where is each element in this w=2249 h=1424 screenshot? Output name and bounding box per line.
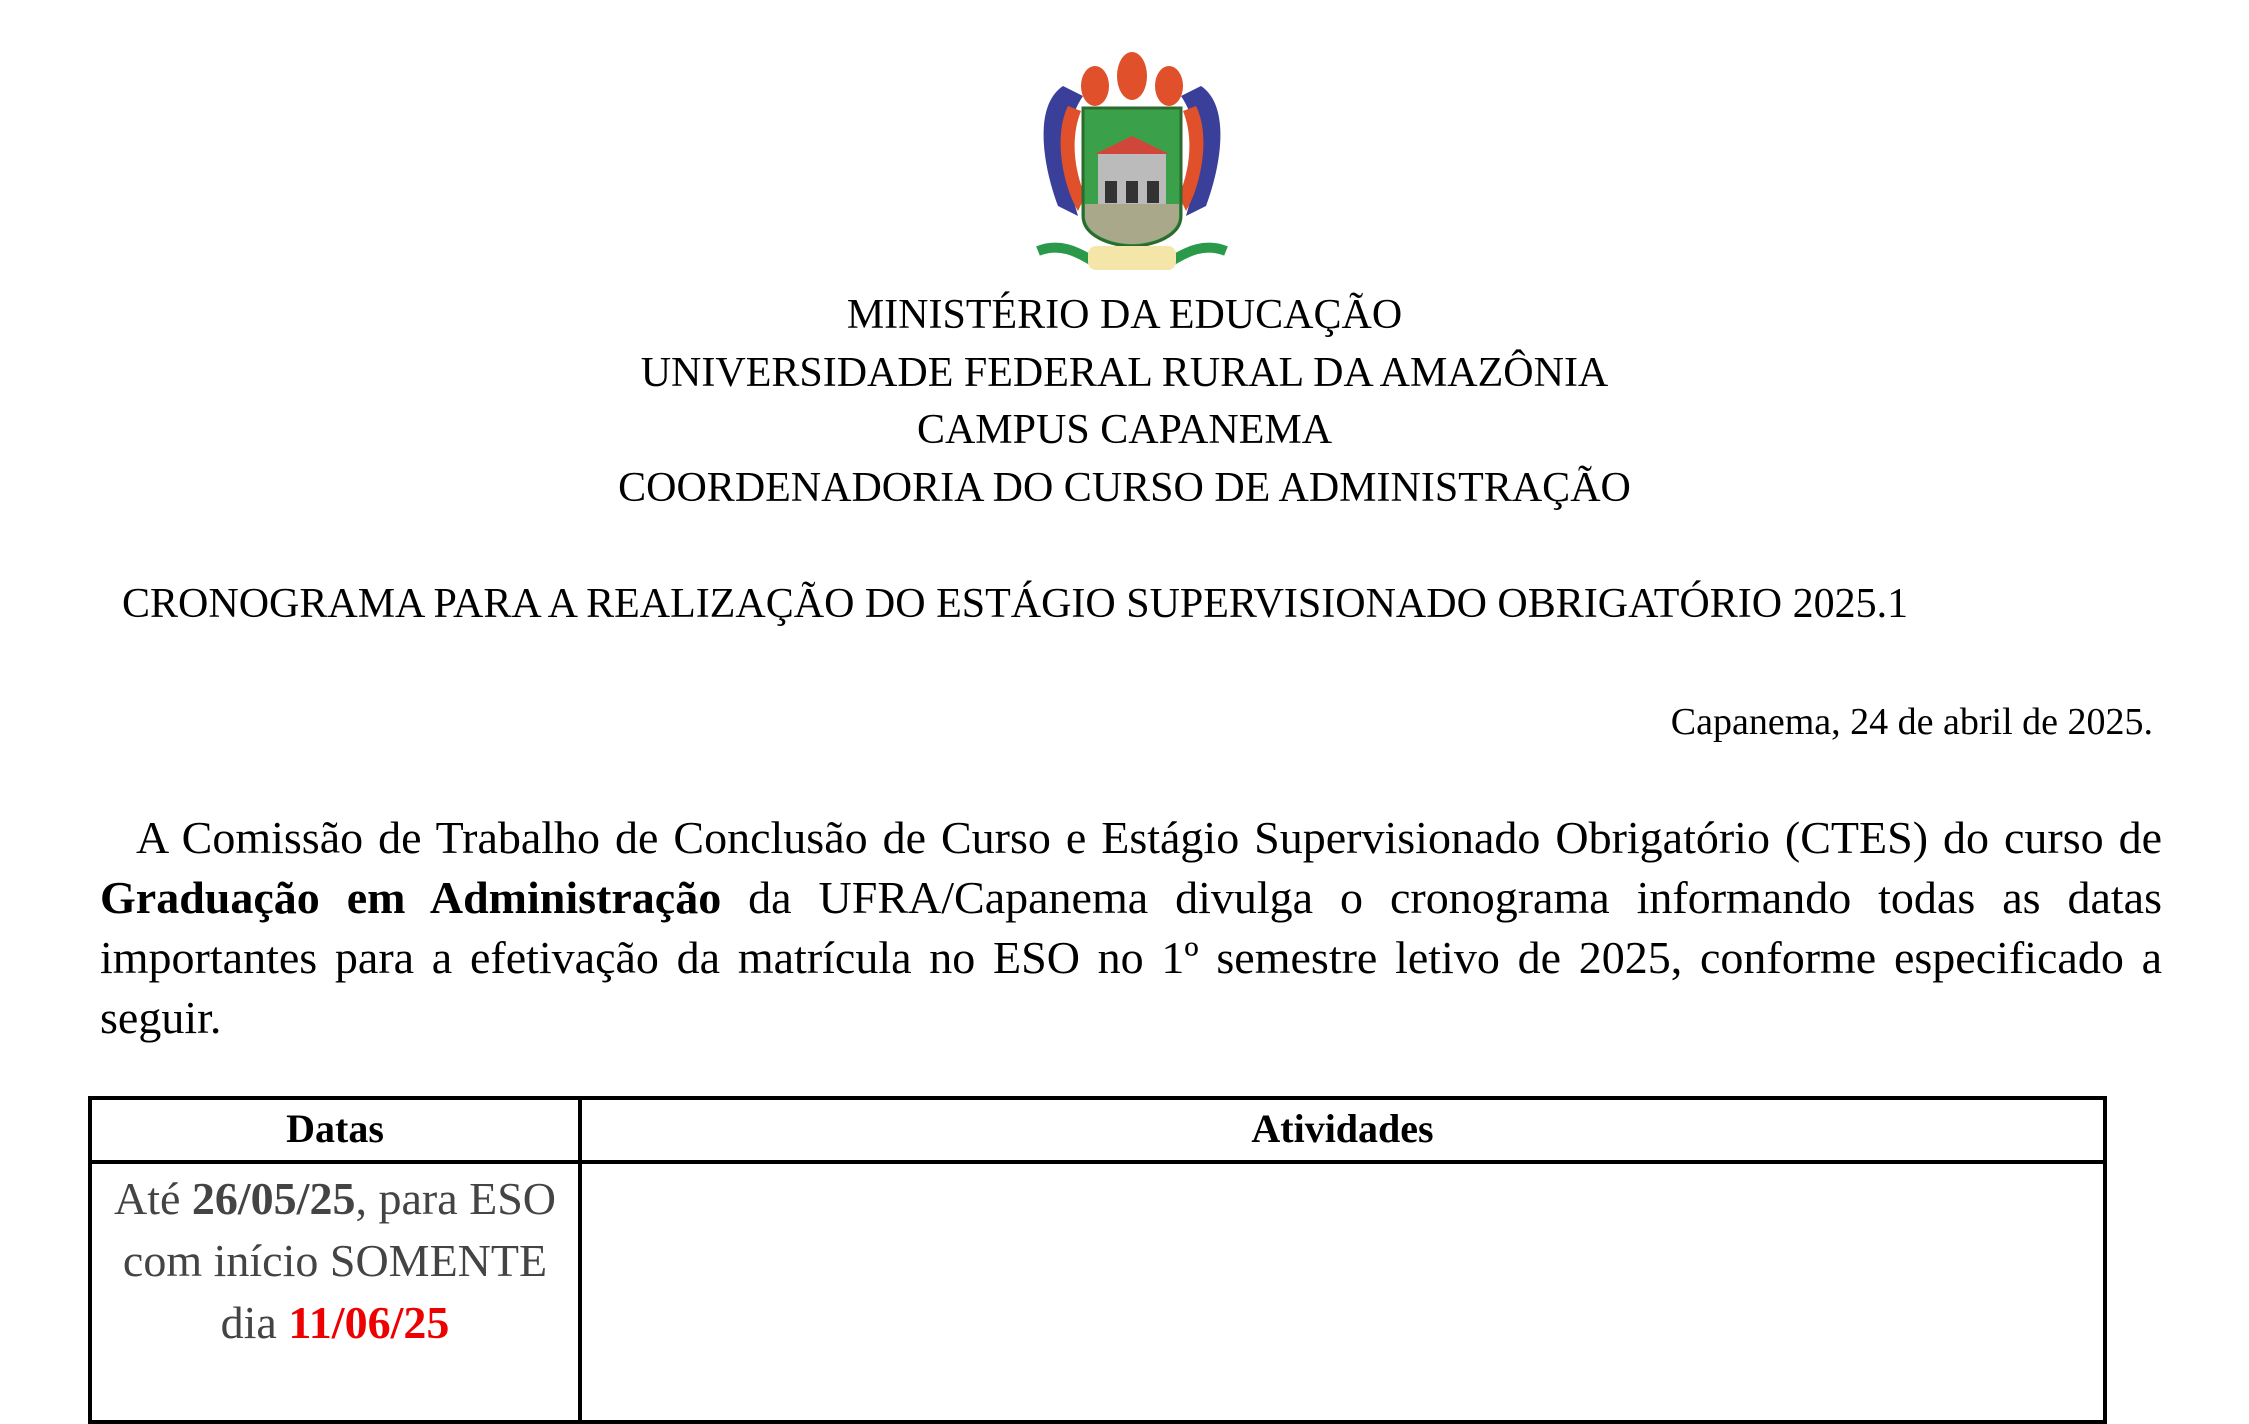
document-date: Capanema, 24 de abril de 2025. [1670,701,2153,743]
university-crest-logo [1023,46,1241,274]
header-university: UNIVERSIDADE FEDERAL RURAL DA AMAZÔNIA [640,350,1609,396]
date-cell [90,1162,580,1422]
header-dates: Datas [90,1098,580,1162]
header-campus: CAMPUS CAPANEMA [916,407,1333,453]
table-row [90,1162,2105,1422]
header-activities: Atividades [580,1098,2105,1162]
date-prefix: Até [113,1173,192,1224]
date-start: 11/06/25 [288,1297,450,1348]
schedule-table [88,1096,2107,1424]
activity-cell [580,1162,2105,1422]
document-title: CRONOGRAMA PARA A REALIZAÇÃO DO ESTÁGIO SUPERVISIONADO OBRIGATÓRIO 2025.1 [122,581,1909,627]
header-ministry: MINISTÉRIO DA EDUCAÇÃO [846,292,1403,338]
header-coordination: COORDENADORIA DO CURSO DE ADMINISTRAÇÃO [618,465,1631,511]
intro-course-name: Graduação em Administração [100,872,722,923]
intro-text-1: A Comissão de Trabalho de Conclusão de Curso e Estágio Supervisionado Obrigatório (CTES) do curso de [136,812,2162,863]
date-deadline: 26/05/25 [191,1173,356,1224]
date-suffix: , para ESO com início SOMENTE dia [122,1173,557,1348]
intro-text-2: da UFRA/Capanema divulga o cronograma informando todas as datas importantes para a efetivação da matrícula no ESO no 1º semestre letivo de 2025, conforme especificado a seguir. [100,872,2162,1043]
intro-paragraph [100,808,2162,1048]
table-header-row [90,1098,2105,1162]
